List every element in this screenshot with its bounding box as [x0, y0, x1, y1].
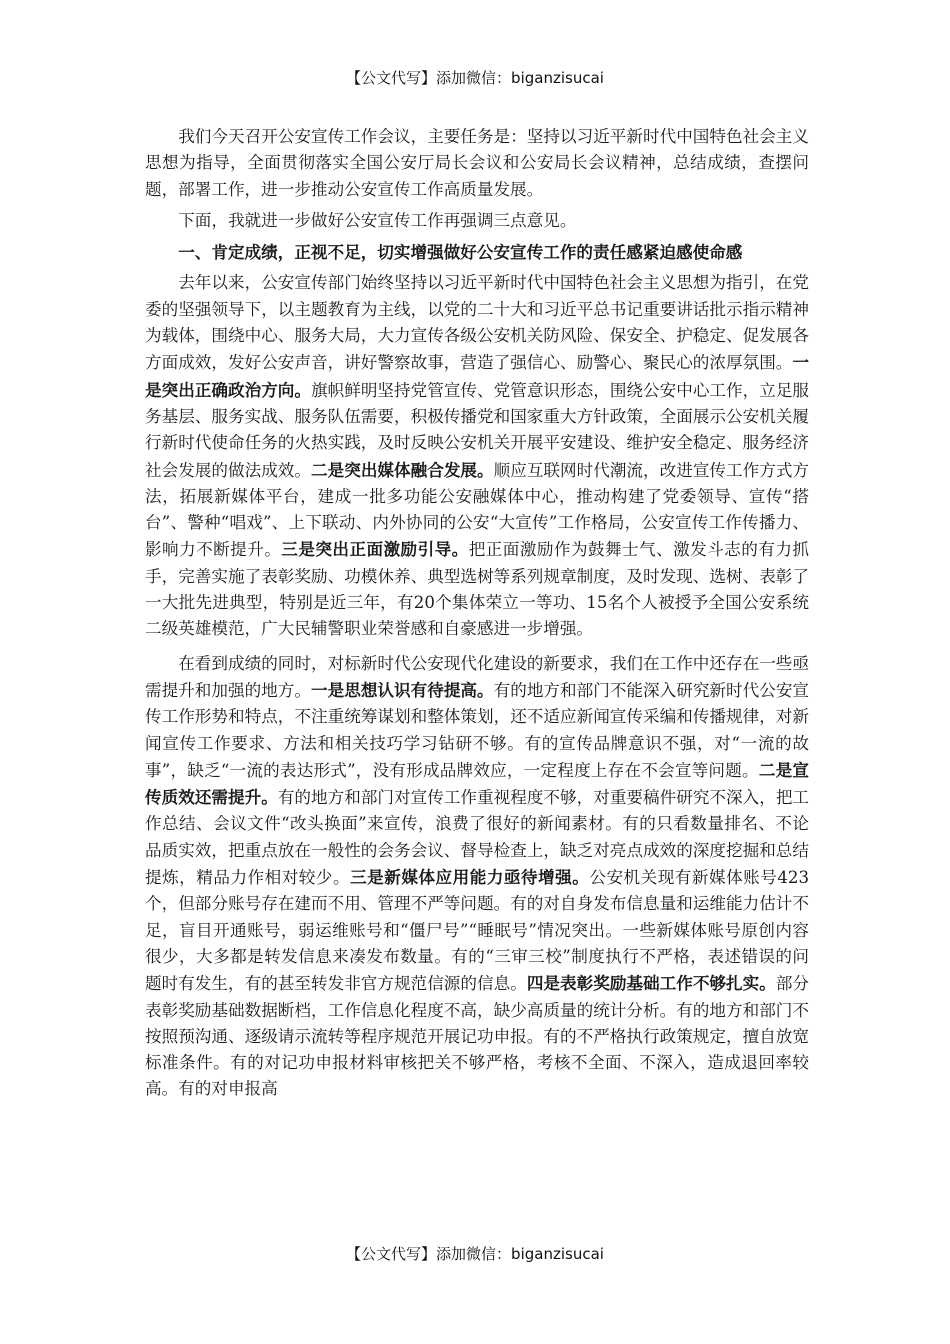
- bold-point: 一是突出正确政治方向。: [145, 352, 809, 400]
- bold-point: 三是新媒体应用能力亟待增强。: [350, 867, 590, 888]
- text-run: 有的地方和部门不能深入研究新时代公安宣传工作形势和特点，不注重统筹谋划和整体策划，还不适应新闻宣传采编和传播规律，对新闻宣传工作要求、方法和相关技巧学习钻研不够。有的宣传品牌意识不强，对“一流的故事”，缺乏“一流的表达形式”，没有形成品牌效应，一定程度上存在不会宣等问题。: [145, 680, 810, 780]
- paragraph-transition: 下面，我就进一步做好公安宣传工作再强调三点意见。: [178, 210, 577, 230]
- bold-point: 一是思想认识有待提高。: [311, 679, 494, 700]
- text-run: 在看到成绩的同时，对标新时代公安现代化建设的新要求，我们在工作中还存在一些亟需提升和加强的地方。: [145, 653, 809, 700]
- text-run: 去年以来，公安宣传部门始终坚持以习近平新时代中国特色社会主义思想为指引，在党委的坚强领导下，以主题教育为主线，以党的二十大和习近平总书记重要讲话批示指示精神为载体，围绕中心、服务大局，大力宣传各级公安机关防风险、保安全、护稳定、促发展各方面成效，发好公安声音，讲好警察故事，营造了强信心、励警心、聚民心的浓厚氛围。: [145, 273, 809, 373]
- paragraph-achievements: [145, 270, 809, 642]
- paragraph-intro: 我们今天召开公安宣传工作会议，主要任务是：坚持以习近平新时代中国特色社会主义思想为指导，全面贯彻落实全国公安厅局长会议和公安局长会议精神，总结成绩，查摆问题，部署工作，进一步推动公安宣传工作高质量发展。: [145, 127, 809, 199]
- bold-point: 四是表彰奖励基础工作不够扎实。: [526, 973, 776, 994]
- text-run: 有的地方和部门对宣传工作重视程度不够，对重要稿件研究不深入，把工作总结、会议文件“改头换面”来宣传，浪费了很好的新闻素材。有的只看数量排名、不论品质实效，把重点放在一般性的会务会议、督导检查上，缺乏对亮点成效的深度挖掘和总结提炼，精品力作相对较少。: [145, 788, 810, 888]
- section-heading-1: 一、肯定成绩，正视不足，切实增强做好公安宣传工作的责任感紧迫感使命感: [178, 242, 743, 263]
- text-run: 部分表彰奖励基础数据断档，工作信息化程度不高，缺少高质量的统计分析。有的地方和部门不按照预沟通、逐级请示流转等程序规范开展记功申报。有的不严格执行政策规定，擅自放宽标准条件。有的对记功申报材料审核把关不够严格，考核不全面、不深入，造成退回率较高。有的对申报高: [145, 974, 810, 1099]
- text-run: 旗帜鲜明坚持党管宣传、党管意识形态，围绕公安中心工作，立足服务基层、服务实战、服务队伍需要，积极传播党和国家重大方针政策，全面展示公安机关履行新时代使命任务的火热实践，及时反映公安机关开展平安建设、维护安全稳定、服务经济社会发展的做法成效。: [145, 380, 810, 480]
- page-header: 【公文代写】添加微信：biganzisucai: [346, 69, 604, 87]
- text-run: 公安机关现有新媒体账号423个，但部分账号存在建而不用、管理不严等问题。有的对自身发布信息量和运维能力估计不足，盲目开通账号，弱运维账号和“僵尸号”“睡眠号”情况突出。一些新媒体账号原创内容很少，大多都是转发信息来凑发布数量。有的“三审三校”制度执行不严格，表述错误的问题时有发生，有的甚至转发非官方规范信源的信息。: [145, 868, 810, 994]
- document-body: [145, 124, 809, 1108]
- page-footer: 【公文代写】添加微信：biganzisucai: [346, 1245, 604, 1263]
- text-run: 顺应互联网时代潮流，改进宣传工作方式方法，拓展新媒体平台，建成一批多功能公安融媒体中心，推动构建了党委领导、宣传“搭台”、警种“唱戏”、上下联动、内外协同的公安“大宣传”工作格局，公安宣传工作传播力、影响力不断提升。: [145, 460, 810, 560]
- bold-point: 二是突出媒体融合发展。: [311, 459, 494, 480]
- bold-point: 三是突出正面激励引导。: [281, 539, 469, 560]
- text-run: 把正面激励作为鼓舞士气、激发斗志的有力抓手，完善实施了表彰奖励、功模休养、典型选树等系列规章制度，及时发现、选树、表彰了一大批先进典型，特别是近三年，有20个集体荣立一等功、15名个人被授予全国公安系统二级英雄模范，广大民辅警职业荣誉感和自豪感进一步增强。: [145, 540, 810, 639]
- bold-point: 二是宣传质效还需提升。: [145, 759, 810, 808]
- paragraph-shortcomings: [145, 651, 809, 1103]
